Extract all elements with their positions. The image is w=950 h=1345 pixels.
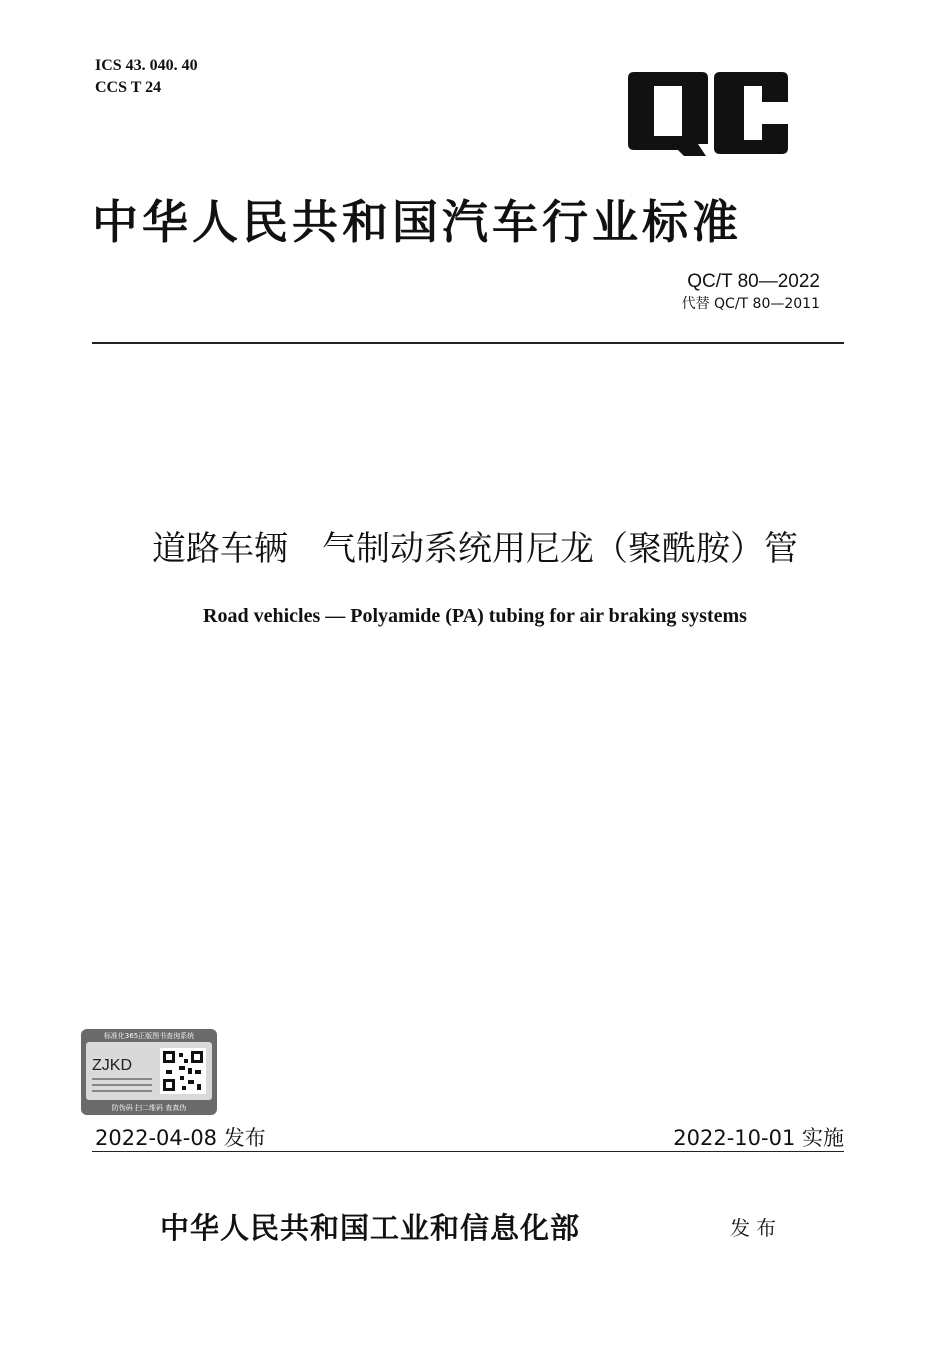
standard-number-block: [682, 270, 820, 314]
title-cn-part1: 道路车辆: [152, 529, 288, 569]
publisher-action: 发布: [730, 1216, 782, 1240]
stamp-code: ZJKD: [92, 1057, 132, 1074]
qc-logo-text: QC: [626, 72, 628, 73]
qc-logo: [626, 72, 788, 156]
qr-code-icon: [160, 1048, 206, 1094]
title-cn-part2: 气制动系统用尼龙（聚酰胺）管: [322, 529, 798, 569]
document-title-en: Road vehicles — Polyamide (PA) tubing for air braking systems: [203, 605, 747, 627]
stamp-top-text: 标准化365正版图书查询系统: [103, 1032, 195, 1040]
classification-codes: [95, 55, 198, 99]
industry-standard-title: 中华人民共和国汽车行业标准: [92, 195, 742, 249]
document-title-cn: [0, 521, 950, 570]
replaced-standard: 代替 QC/T 80—2011: [681, 296, 820, 312]
standard-number: QC/T 80—2022: [687, 271, 820, 292]
footer-divider: [92, 1151, 844, 1152]
publisher-name: 中华人民共和国工业和信息化部: [160, 1211, 581, 1245]
ccs-code: CCS T 24: [95, 79, 162, 96]
issue-date: 2022-04-08 发布: [95, 1126, 266, 1150]
anti-counterfeit-stamp: [80, 1028, 218, 1116]
implementation-date: 2022-10-01 实施: [673, 1126, 844, 1150]
header-divider: [92, 342, 844, 344]
ics-code: ICS 43. 040. 40: [95, 57, 198, 74]
stamp-bottom-text: 防伪码 扫二维码 查真伪: [111, 1104, 187, 1112]
